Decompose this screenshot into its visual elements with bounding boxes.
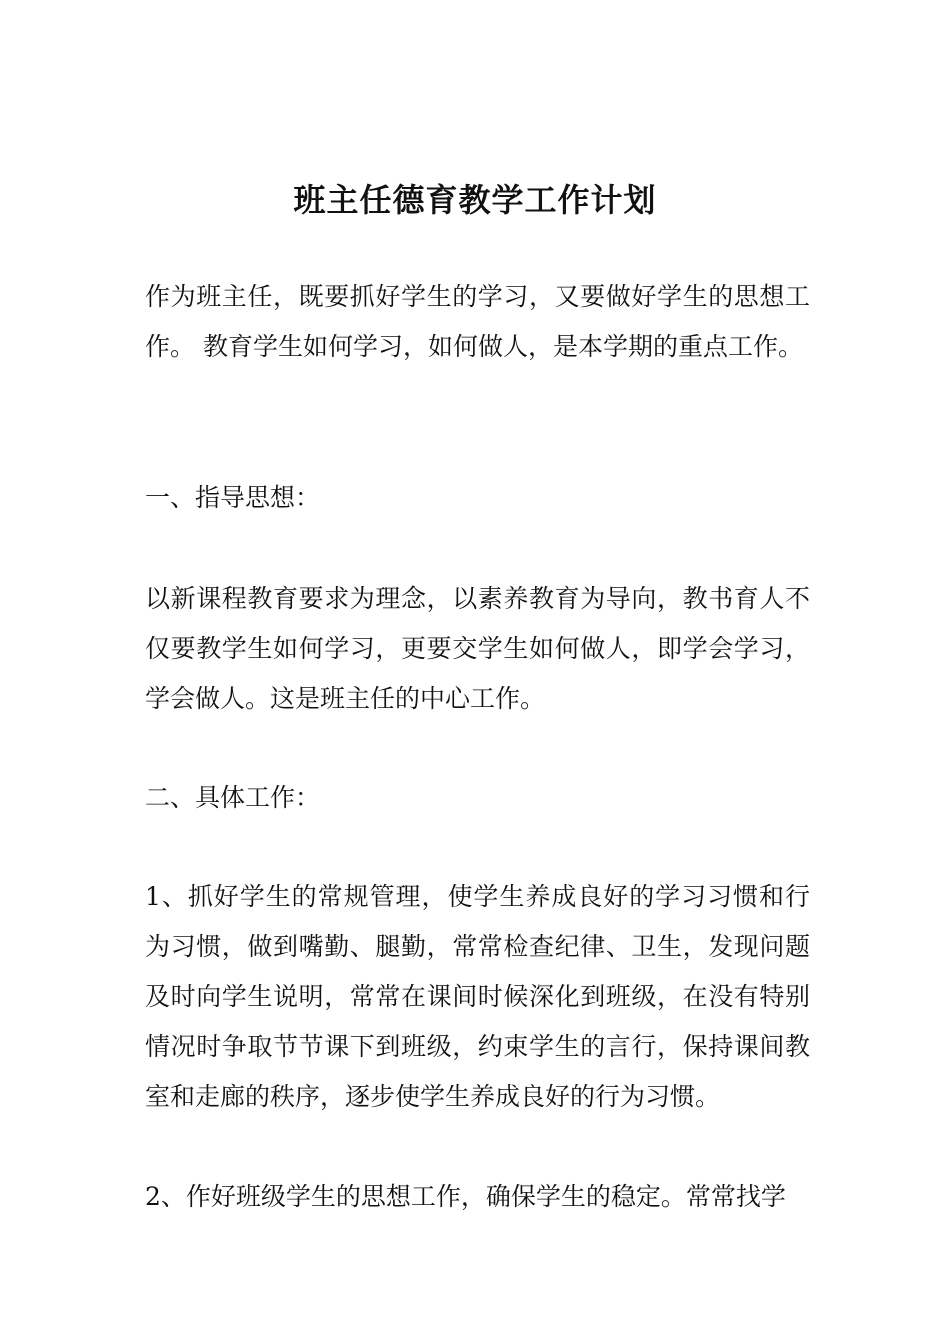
- guiding-thought-paragraph: 以新课程教育要求为理念，以素养教育为导向，教书育人不仅要教学生如何学习，更要交学生如何做人，即学会学习，学会做人。这是班主任的中心工作。: [145, 584, 810, 713]
- document-title: 班主任德育教学工作计划: [293, 181, 657, 219]
- intro-paragraph: 作为班主任，既要抓好学生的学习，又要做好学生的思想工作。 教育学生如何学习，如何做人，是本学期的重点工作。: [145, 282, 810, 361]
- work-item-1-paragraph: 1、抓好学生的常规管理，使学生养成良好的学习习惯和行为习惯，做到嘴勤、腿勤，常常检查纪律、卫生，发现问题及时向学生说明，常常在课间时候深化到班级，在没有特别情况时争取节节课下到班级，约束学生的言行，保持课间教室和走廊的秩序，逐步使学生养成良好的行为习惯。: [145, 882, 810, 1111]
- work-item-2-paragraph: 2、作好班级学生的思想工作，确保学生的稳定。常常找学: [145, 1182, 786, 1211]
- section-heading-guiding-thought: 一、指导思想：: [145, 483, 321, 512]
- section-heading-specific-work: 二、具体工作：: [145, 783, 321, 812]
